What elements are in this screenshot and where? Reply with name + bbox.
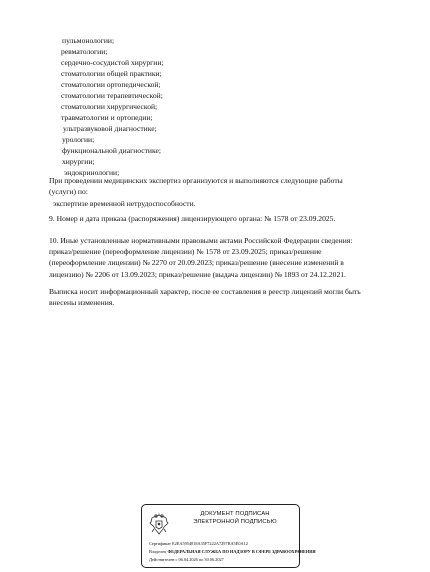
certificate-value: E2EA5954818A35F7222A7297BA5E0A12	[171, 541, 248, 546]
list-item: ультразвуковой диагностике;	[63, 124, 157, 133]
stamp-title	[174, 511, 296, 526]
note-section	[49, 286, 401, 308]
list-item: ревматологии;	[61, 47, 108, 56]
list-item: эндокринологии;	[64, 168, 120, 177]
certificate-row	[149, 540, 297, 548]
coat-of-arms-icon	[147, 512, 171, 538]
section-10-line: (переоформление лицензии) № 2270 от 20.09.2023; приказ/решение (внесение изменений в	[49, 258, 344, 268]
electronic-signature-stamp	[141, 504, 316, 568]
section-10-line: приказ/решение (переоформление лицензии) № 1578 от 23.09.2025; приказ/решение	[49, 247, 322, 257]
list-item: хирургии;	[62, 157, 95, 166]
section-10	[49, 235, 401, 280]
section-10-line: 10. Иные установленные нормативными правовыми актами Российской Федерации сведения:	[49, 236, 353, 245]
note-line: внесены изменения.	[49, 298, 115, 308]
stamp-title-line: ДОКУМЕНТ ПОДПИСАН	[200, 511, 270, 517]
certificate-label: Сертификат	[149, 541, 171, 546]
stamp-details	[149, 540, 316, 563]
section-10-line: лицензию) № 2206 от 13.09.2023; приказ/решение (выдача лицензии) № 1893 от 24.12.2021.	[49, 269, 346, 279]
owner-row	[149, 548, 316, 556]
stamp-title-line: ЭЛЕКТРОННОЙ ПОДПИСЬЮ	[193, 518, 277, 525]
expertise-section	[49, 175, 401, 210]
list-item: стоматологии общей практики;	[61, 69, 162, 78]
expertise-intro-line: При проведении медицинских экспертиз организуются и выполняются следующие работы	[49, 176, 343, 185]
section-9-text: 9. Номер и дата приказа (распоряжения) лицензирующего органа: № 1578 от 23.09.2025.	[49, 214, 336, 223]
validity-row: Действителен с 06.04.2026 по 30.06.2027	[149, 556, 224, 562]
expertise-intro-line: (услуги) по:	[49, 187, 88, 197]
list-item: сердечно-сосудистой хирургии;	[61, 58, 164, 67]
list-item: стоматологии ортопедической;	[61, 80, 161, 89]
list-item: урологии;	[62, 135, 95, 144]
note-line: Выписка носит информационный характер, после ее составления в реестр лицензий могли быть	[49, 287, 361, 296]
owner-label: Владелец	[149, 548, 167, 554]
list-item: стоматологии хирургической;	[61, 102, 158, 111]
list-item: травматологии и ортопедии;	[61, 113, 153, 122]
list-item: пульмонологии;	[62, 36, 115, 45]
section-9	[49, 213, 401, 224]
list-item: функциональной диагностике;	[62, 146, 161, 155]
owner-value: ФЕДЕРАЛЬНАЯ СЛУЖБА ПО НАДЗОРУ В СФЕРЕ ЗДРАВООХРАНЕНИЯ	[167, 548, 316, 554]
list-item: стоматологии терапевтической;	[61, 91, 163, 100]
expertise-item: экспертизе временной нетрудоспособности.	[53, 199, 196, 209]
